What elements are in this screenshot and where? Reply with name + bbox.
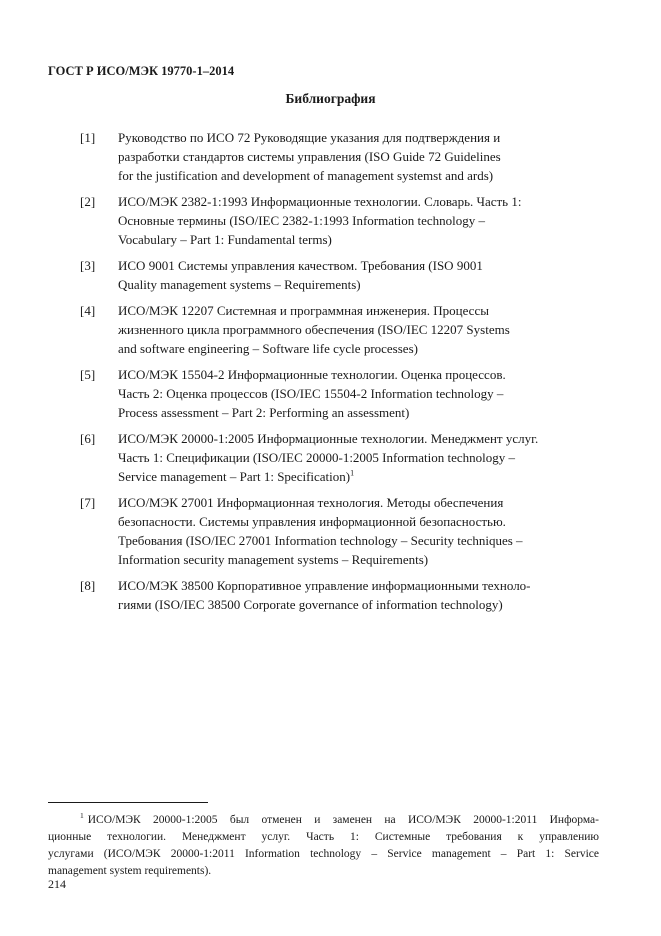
section-title: Библиография [285, 91, 376, 106]
entry-text [118, 429, 588, 486]
bibliography-entry-5 [0, 365, 661, 422]
footnote-line-text: ИСО/МЭК 20000-1:2005 был отменен и заменен на ИСО/МЭК 20000-1:2011 Информа- [87, 814, 599, 826]
entry-line: for the justification and development of management systemst and ards) [118, 168, 494, 183]
footnote [48, 812, 599, 880]
entry-line: ИСО/МЭК 20000-1:2005 Информационные технологии. Менеджмент услуг. [118, 431, 539, 446]
entry-line: ИСО/МЭК 27001 Информационная технология. Методы обеспечения [118, 495, 504, 510]
entry-line-text: Service management – Part 1: Specification) [118, 469, 351, 484]
bibliography-entry-3 [0, 256, 661, 294]
entry-line: Information security management systems – Requirements) [118, 552, 429, 567]
entry-line: гиями (ISO/IEC 38500 Corporate governance of information technology) [118, 597, 503, 612]
entry-text [118, 493, 588, 569]
entry-number: [5] [80, 367, 96, 382]
entry-line: жизненного цикла программного обеспечения (ISO/IEC 12207 Systems [118, 322, 510, 337]
footnote-divider [48, 802, 208, 803]
entry-number: [8] [80, 578, 96, 593]
entry-number: [7] [80, 495, 96, 510]
entry-line: Quality management systems – Requirements) [118, 277, 361, 292]
entry-text [118, 128, 588, 185]
entry-line: and software engineering – Software life cycle processes) [118, 341, 418, 356]
bibliography-entry-2 [0, 192, 661, 249]
entry-line: Часть 2: Оценка процессов (ISO/IEC 15504-2 Information technology – [118, 386, 504, 401]
entry-line: ИСО/МЭК 2382-1:1993 Информационные технологии. Словарь. Часть 1: [118, 194, 522, 209]
footnote-marker: 1 [80, 811, 84, 821]
entry-number: [2] [80, 194, 96, 209]
footnote-line: услугами (ИСО/МЭК 20000-1:2011 Information technology – Service management – Part 1: Service [48, 848, 599, 860]
footnote-line [48, 812, 599, 829]
page-number: 214 [48, 877, 66, 891]
entry-line: разработки стандартов системы управления (ISO Guide 72 Guidelines [118, 149, 501, 164]
entry-text [118, 256, 588, 294]
entry-number: [6] [80, 431, 96, 446]
footnote-line: ционные технологии. Менеджмент услуг. Часть 1: Системные требования к управлению [48, 831, 599, 843]
footnote-line: management system requirements). [48, 865, 212, 877]
entry-line: Process assessment – Part 2: Performing an assessment) [118, 405, 410, 420]
entry-line: ИСО/МЭК 15504-2 Информационные технологии. Оценка процессов. [118, 367, 506, 382]
entry-line: Требования (ISO/IEC 27001 Information technology – Security techniques – [118, 533, 523, 548]
entry-line: ИСО/МЭК 38500 Корпоративное управление информационными техноло- [118, 578, 531, 593]
entry-line [118, 467, 588, 486]
entry-text [118, 192, 588, 249]
entry-line: Vocabulary – Part 1: Fundamental terms) [118, 232, 332, 247]
entry-line: ИСО/МЭК 12207 Системная и программная инженерия. Процессы [118, 303, 489, 318]
bibliography-entry-1 [0, 128, 661, 185]
entry-line: Руководство по ИСО 72 Руководящие указания для подтверждения и [118, 130, 501, 145]
entry-text [118, 365, 588, 422]
entry-line: Основные термины (ISO/IEC 2382-1:1993 Information technology – [118, 213, 485, 228]
bibliography-list [0, 128, 661, 621]
entry-number: [3] [80, 258, 96, 273]
bibliography-entry-8 [0, 576, 661, 614]
entry-text [118, 301, 588, 358]
entry-line: ИСО 9001 Системы управления качеством. Требования (ISO 9001 [118, 258, 483, 273]
entry-number: [1] [80, 130, 96, 145]
bibliography-entry-6 [0, 429, 661, 486]
entry-number: [4] [80, 303, 96, 318]
entry-line: безопасности. Системы управления информационной безопасностью. [118, 514, 506, 529]
document-header: ГОСТ Р ИСО/МЭК 19770-1–2014 [48, 64, 235, 78]
entry-text [118, 576, 588, 614]
bibliography-entry-7 [0, 493, 661, 569]
footnote-reference: 1 [350, 468, 355, 478]
entry-line: Часть 1: Спецификации (ISO/IEC 20000-1:2005 Information technology – [118, 450, 516, 465]
bibliography-entry-4 [0, 301, 661, 358]
